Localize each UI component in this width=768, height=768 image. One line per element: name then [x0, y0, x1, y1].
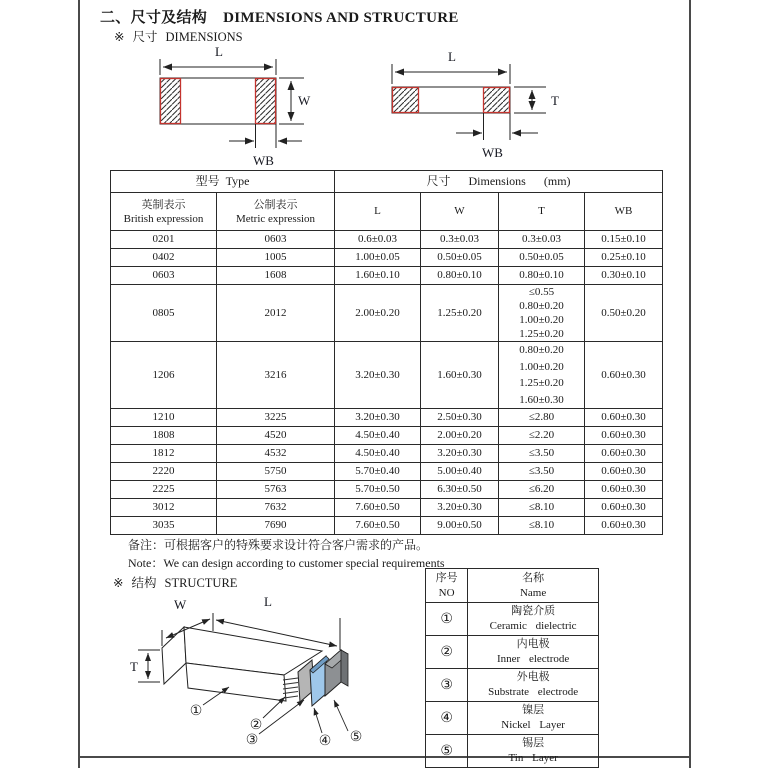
cell-wb: 0.60±0.30	[585, 517, 663, 535]
cell-british: 1808	[111, 427, 217, 445]
cell-british: 1210	[111, 409, 217, 427]
dimension-row	[111, 427, 663, 445]
cell-l: 3.20±0.30	[335, 409, 421, 427]
terminal-left	[393, 88, 419, 113]
cell-british: 2225	[111, 481, 217, 499]
cell-wb: 0.60±0.30	[585, 427, 663, 445]
cell-metric: 4532	[217, 445, 335, 463]
dimensions-heading: ※ 尺寸 DIMENSIONS	[114, 30, 243, 44]
dimension-row	[111, 481, 663, 499]
cell-wb: 0.15±0.10	[585, 231, 663, 249]
cell-metric: 3216	[217, 342, 335, 409]
callout-numbers	[190, 703, 363, 749]
dim-label-L: L	[448, 49, 456, 64]
side-view-diagram	[382, 47, 627, 165]
cell-w: 1.60±0.30	[421, 342, 499, 409]
cell-w: 2.00±0.20	[421, 427, 499, 445]
structure-table	[425, 568, 599, 768]
structure-3d-diagram	[126, 588, 421, 758]
structure-row	[426, 603, 599, 636]
cell-wb: 0.60±0.30	[585, 342, 663, 409]
cell-no: ③	[426, 669, 468, 702]
cell-w: 2.50±0.30	[421, 409, 499, 427]
cell-l: 1.60±0.10	[335, 267, 421, 285]
cell-t: 0.80±0.20 1.00±0.20 1.25±0.20 1.60±0.30	[499, 342, 585, 409]
left-termination-outline	[162, 627, 186, 684]
cell-metric: 1608	[217, 267, 335, 285]
header-W: W	[421, 193, 499, 231]
cell-t: ≤0.55 0.80±0.20 1.00±0.20 1.25±0.20	[499, 285, 585, 342]
structure-row	[426, 702, 599, 735]
dimension-row	[111, 285, 663, 342]
cell-metric: 1005	[217, 249, 335, 267]
cell-metric: 2012	[217, 285, 335, 342]
structure-row	[426, 636, 599, 669]
reference-mark-icon: ※	[114, 30, 125, 44]
cell-british: 3035	[111, 517, 217, 535]
cell-w: 5.00±0.40	[421, 463, 499, 481]
dim-label-T: T	[551, 93, 559, 108]
top-view-diagram	[128, 44, 363, 174]
cell-metric: 5750	[217, 463, 335, 481]
note-en: Note：We can design according to customer special requirements	[128, 556, 445, 570]
cell-wb: 0.50±0.20	[585, 285, 663, 342]
reference-mark-icon: ※	[113, 576, 124, 590]
cell-wb: 0.60±0.30	[585, 463, 663, 481]
page-title	[100, 6, 459, 27]
cell-wb: 0.60±0.30	[585, 409, 663, 427]
cell-no: ⑤	[426, 735, 468, 768]
cell-w: 9.00±0.50	[421, 517, 499, 535]
cell-t: ≤3.50	[499, 445, 585, 463]
cell-name: 内电极 Inner electrode	[468, 636, 599, 669]
cell-t: ≤3.50	[499, 463, 585, 481]
dim-label-W: W	[298, 93, 311, 108]
cell-w: 0.80±0.10	[421, 267, 499, 285]
cell-metric: 0603	[217, 231, 335, 249]
page-left-border	[78, 0, 80, 768]
dim-label-WB: WB	[253, 153, 274, 168]
dimension-row	[111, 267, 663, 285]
page-title-en: DIMENSIONS AND STRUCTURE	[223, 10, 459, 26]
header-WB: WB	[585, 193, 663, 231]
cell-british: 0402	[111, 249, 217, 267]
cell-british: 0201	[111, 231, 217, 249]
cell-t: 0.50±0.05	[499, 249, 585, 267]
cell-l: 1.00±0.05	[335, 249, 421, 267]
dim-label-L: L	[264, 594, 272, 609]
cell-l: 0.6±0.03	[335, 231, 421, 249]
cell-metric: 7690	[217, 517, 335, 535]
cell-no: ①	[426, 603, 468, 636]
header-T: T	[499, 193, 585, 231]
terminal-left	[161, 79, 181, 124]
cell-w: 3.20±0.30	[421, 499, 499, 517]
cell-no: ②	[426, 636, 468, 669]
table-header-row	[111, 171, 663, 193]
cell-l: 3.20±0.30	[335, 342, 421, 409]
structure-row	[426, 735, 599, 768]
cell-t: ≤8.10	[499, 517, 585, 535]
cell-t: 0.80±0.10	[499, 267, 585, 285]
header-british: 英制表示 British expression	[111, 193, 217, 231]
dimension-row	[111, 231, 663, 249]
cell-t: ≤8.10	[499, 499, 585, 517]
cell-w: 0.50±0.05	[421, 249, 499, 267]
cell-l: 7.60±0.50	[335, 499, 421, 517]
dimension-row	[111, 463, 663, 481]
cell-wb: 0.60±0.30	[585, 481, 663, 499]
dimension-row	[111, 499, 663, 517]
cell-british: 3012	[111, 499, 217, 517]
cell-metric: 4520	[217, 427, 335, 445]
callout-5: ⑤	[349, 729, 363, 745]
cell-name: 镍层 Nickel Layer	[468, 702, 599, 735]
cell-t: ≤6.20	[499, 481, 585, 499]
page-title-zh: 二、尺寸及结构	[100, 10, 208, 26]
header-name: 名称 Name	[468, 569, 599, 603]
dim-label-T: T	[130, 659, 138, 674]
dimension-row	[111, 517, 663, 535]
dim-label-WB: WB	[482, 145, 503, 160]
callout-2: ②	[249, 717, 263, 733]
cell-no: ④	[426, 702, 468, 735]
header-L: L	[335, 193, 421, 231]
cell-l: 5.70±0.50	[335, 481, 421, 499]
dimension-row	[111, 249, 663, 267]
cell-l: 4.50±0.40	[335, 445, 421, 463]
cell-metric: 5763	[217, 481, 335, 499]
cell-british: 0603	[111, 267, 217, 285]
cell-w: 6.30±0.50	[421, 481, 499, 499]
cell-l: 4.50±0.40	[335, 427, 421, 445]
header-dimensions: 尺寸 Dimensions (mm)	[335, 171, 663, 193]
cell-metric: 3225	[217, 409, 335, 427]
cell-british: 1812	[111, 445, 217, 463]
cell-l: 2.00±0.20	[335, 285, 421, 342]
cell-wb: 0.60±0.30	[585, 445, 663, 463]
cell-l: 7.60±0.50	[335, 517, 421, 535]
cell-w: 0.3±0.03	[421, 231, 499, 249]
cell-metric: 7632	[217, 499, 335, 517]
tin-cap-side	[341, 650, 348, 686]
cell-t: ≤2.80	[499, 409, 585, 427]
callout-3: ③	[245, 732, 259, 748]
dimension-row	[111, 342, 663, 409]
structure-heading: ※ 结构 STRUCTURE	[113, 576, 238, 590]
callout-4: ④	[318, 733, 332, 749]
terminal-right	[484, 88, 510, 113]
cell-w: 3.20±0.30	[421, 445, 499, 463]
table-subheader-row	[111, 193, 663, 231]
dim-label-L: L	[215, 44, 223, 59]
dimension-row	[111, 445, 663, 463]
cell-wb: 0.30±0.10	[585, 267, 663, 285]
cell-wb: 0.60±0.30	[585, 499, 663, 517]
cell-l: 5.70±0.40	[335, 463, 421, 481]
dimensions-table	[110, 170, 663, 535]
header-no: 序号 NO	[426, 569, 468, 603]
structure-header-row	[426, 569, 599, 603]
cell-british: 0805	[111, 285, 217, 342]
cell-name: 陶瓷介质 Ceramic dielectric	[468, 603, 599, 636]
cell-name: 锡层 Tin Layer	[468, 735, 599, 768]
header-metric: 公制表示 Metric expression	[217, 193, 335, 231]
cell-name: 外电极 Substrate electrode	[468, 669, 599, 702]
cell-t: ≤2.20	[499, 427, 585, 445]
cell-british: 1206	[111, 342, 217, 409]
structure-row	[426, 669, 599, 702]
header-type: 型号 Type	[111, 171, 335, 193]
cell-british: 2220	[111, 463, 217, 481]
callout-1: ①	[189, 703, 203, 719]
terminal-right	[256, 79, 276, 124]
cell-t: 0.3±0.03	[499, 231, 585, 249]
cell-wb: 0.25±0.10	[585, 249, 663, 267]
cell-w: 1.25±0.20	[421, 285, 499, 342]
page-right-border	[689, 0, 691, 768]
dim-label-W: W	[174, 597, 187, 612]
note-zh: 备注：可根据客户的特殊要求设计符合客户需求的产品。	[128, 538, 429, 552]
dimension-row	[111, 409, 663, 427]
